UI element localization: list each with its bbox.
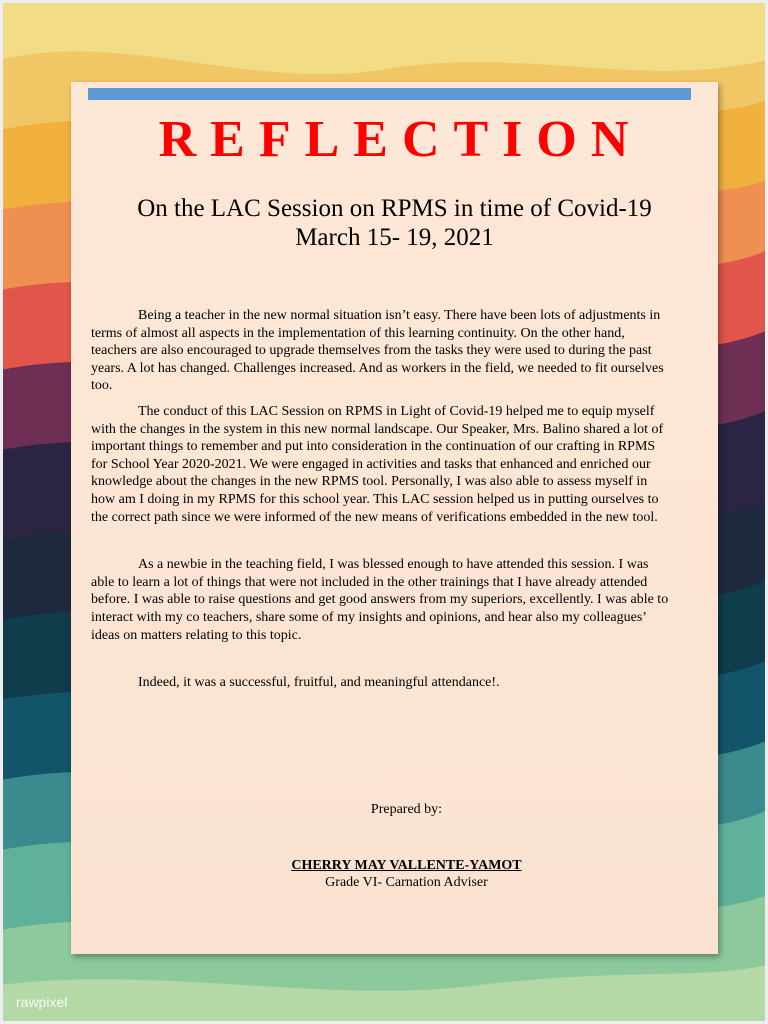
- paragraph-2: The conduct of this LAC Session on RPMS in Light of Covid-19 helped me to equip myself with the changes in the system in this new normal landscape. Our Speaker, Mrs. Balino shared a lot of important things to remember and put into consideration in the continuation of our crafting in RPMS for School Year 2020-2021. We were engaged in activities and tasks that enhanced and enriched our knowledge about the changes in the new RPMS tool. Personally, I was also able to assess myself in how am I doing in my RPMS for this school year. This LAC session helped us in putting ourselves to the correct path since we were informed of the new means of verifications embedded in the new tool.: [91, 403, 664, 525]
- subtitle-date: March 15- 19, 2021: [295, 224, 494, 251]
- author-name: CHERRY MAY VALLENTE-YAMOT: [291, 858, 522, 873]
- reflection-body: [91, 307, 669, 692]
- session-subtitle: [71, 194, 718, 252]
- watermark-logo: rawpixel: [16, 994, 68, 1010]
- author-role: Grade VI- Carnation Adviser: [325, 875, 488, 890]
- paragraph-3: As a newbie in the teaching field, I was blessed enough to have attended this session. I was able to learn a lot of things that were not included in the other trainings that I have already attended before. I was able to raise questions and get good answers from my superiors, excellently. I was able to interact with my co teachers, share some of my insights and opinions, and hear also my colleagues’ ideas on matters relating to this topic.: [91, 557, 669, 643]
- prepared-by-label: Prepared by:: [370, 802, 443, 817]
- paragraph-1: Being a teacher in the new normal situation isn’t easy. There have been lots of adjustments in terms of almost all aspects in the implementation of this learning continuity. On the other hand, teachers are also encouraged to upgrade themselves from the tasks they were used to during the past years. A lot has changed. Challenges increased. And as workers in the field, we needed to fit ourselves too.: [91, 308, 664, 394]
- subtitle-line-1: On the LAC Session on RPMS in time of Covid-19: [137, 195, 652, 222]
- header-accent-bar: [88, 88, 691, 100]
- page-title: REFLECTION: [158, 111, 643, 168]
- reflection-paper: [71, 82, 718, 954]
- paragraph-4: Indeed, it was a successful, fruitful, and meaningful attendance!.: [138, 675, 500, 691]
